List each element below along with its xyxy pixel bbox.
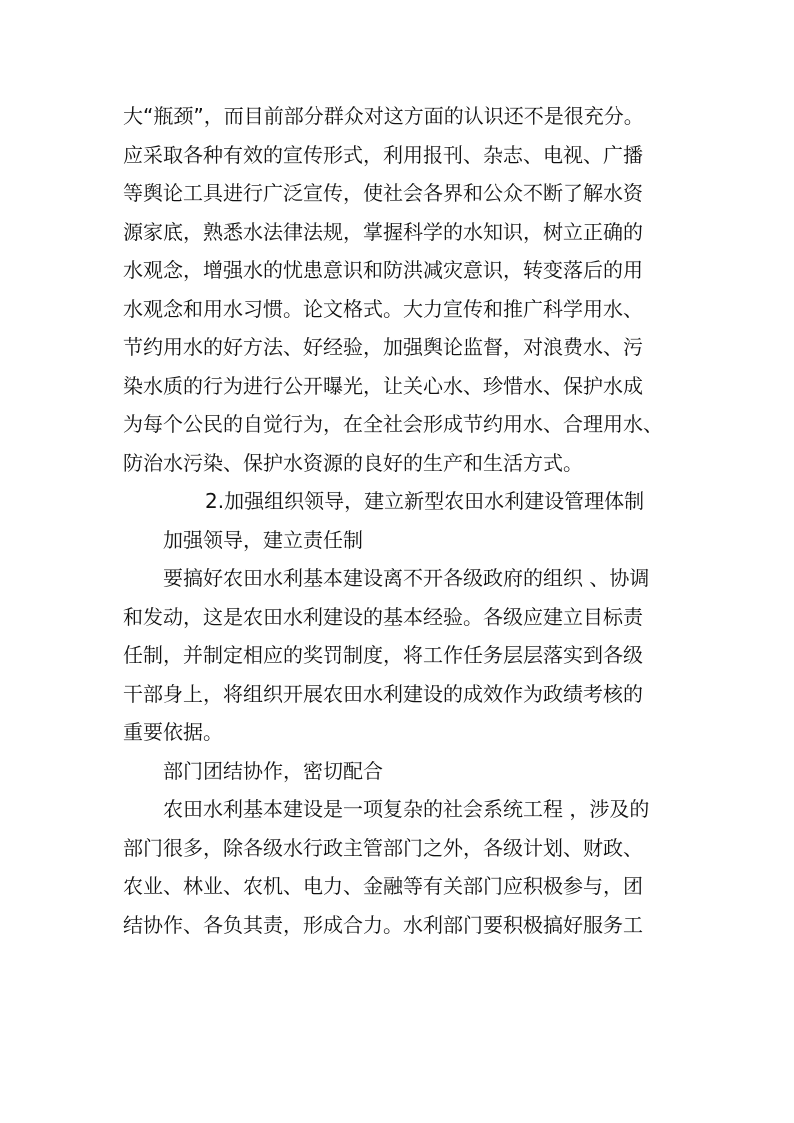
paragraph-line: 和发动，这是农田水利建设的基本经验。各级应建立目标责: [123, 604, 643, 629]
paragraph-line: 应采取各种有效的宣传形式，利用报刊、杂志、电视、广播: [123, 142, 643, 167]
document-body: [123, 97, 683, 944]
subsection-heading: 部门团结协作，密切配合: [163, 758, 383, 783]
paragraph-line: 水观念和用水习惯。论文格式。大力宣传和推广科学用水、: [123, 296, 643, 321]
paragraph-line: 干部身上，将组织开展农田水利建设的成效作为政绩考核的: [123, 681, 643, 706]
paragraph-line: 水观念，增强水的忧患意识和防洪减灾意识，转变落后的用: [123, 258, 643, 282]
paragraph-line: 农业、林业、农机、电力、金融等有关部门应积极参与，团: [123, 874, 643, 898]
paragraph-line: 染水质的行为进行公开曝光，让关心水、珍惜水、保护水成: [123, 373, 643, 398]
paragraph-line: 要搞好农田水利基本建设离不开各级政府的组织 、协调: [163, 566, 650, 590]
section-heading: 2.加强组织领导，建立新型农田水利建设管理体制: [205, 489, 645, 513]
paragraph-line: 农田水利基本建设是一项复杂的社会系统工程 ，涉及的: [163, 797, 650, 821]
paragraph-line: 部门很多，除各级水行政主管部门之外，各级计划、财政、: [123, 835, 643, 860]
paragraph-line: 为每个公民的自觉行为，在全社会形成节约用水、合理用水、: [123, 412, 663, 436]
paragraph-line: 等舆论工具进行广泛宣传，使社会各界和公众不断了解水资: [123, 181, 643, 205]
paragraph-line: 任制，并制定相应的奖罚制度，将工作任务层层落实到各级: [123, 643, 643, 667]
paragraph-line: 源家底，熟悉水法律法规，掌握科学的水知识，树立正确的: [123, 219, 643, 244]
paragraph-line: 节约用水的好方法、好经验，加强舆论监督，对浪费水、污: [123, 335, 643, 359]
paragraph-line: 结协作、各负其责，形成合力。水利部门要积极搞好服务工: [123, 912, 643, 937]
subsection-heading: 加强领导，建立责任制: [163, 527, 363, 552]
paragraph-line: 大“瓶颈”，而目前部分群众对这方面的认识还不是很充分。: [123, 104, 644, 128]
paragraph-line: 重要依据。: [123, 720, 223, 744]
paragraph-line: 防治水污染、保护水资源的良好的生产和生活方式。: [123, 450, 583, 475]
